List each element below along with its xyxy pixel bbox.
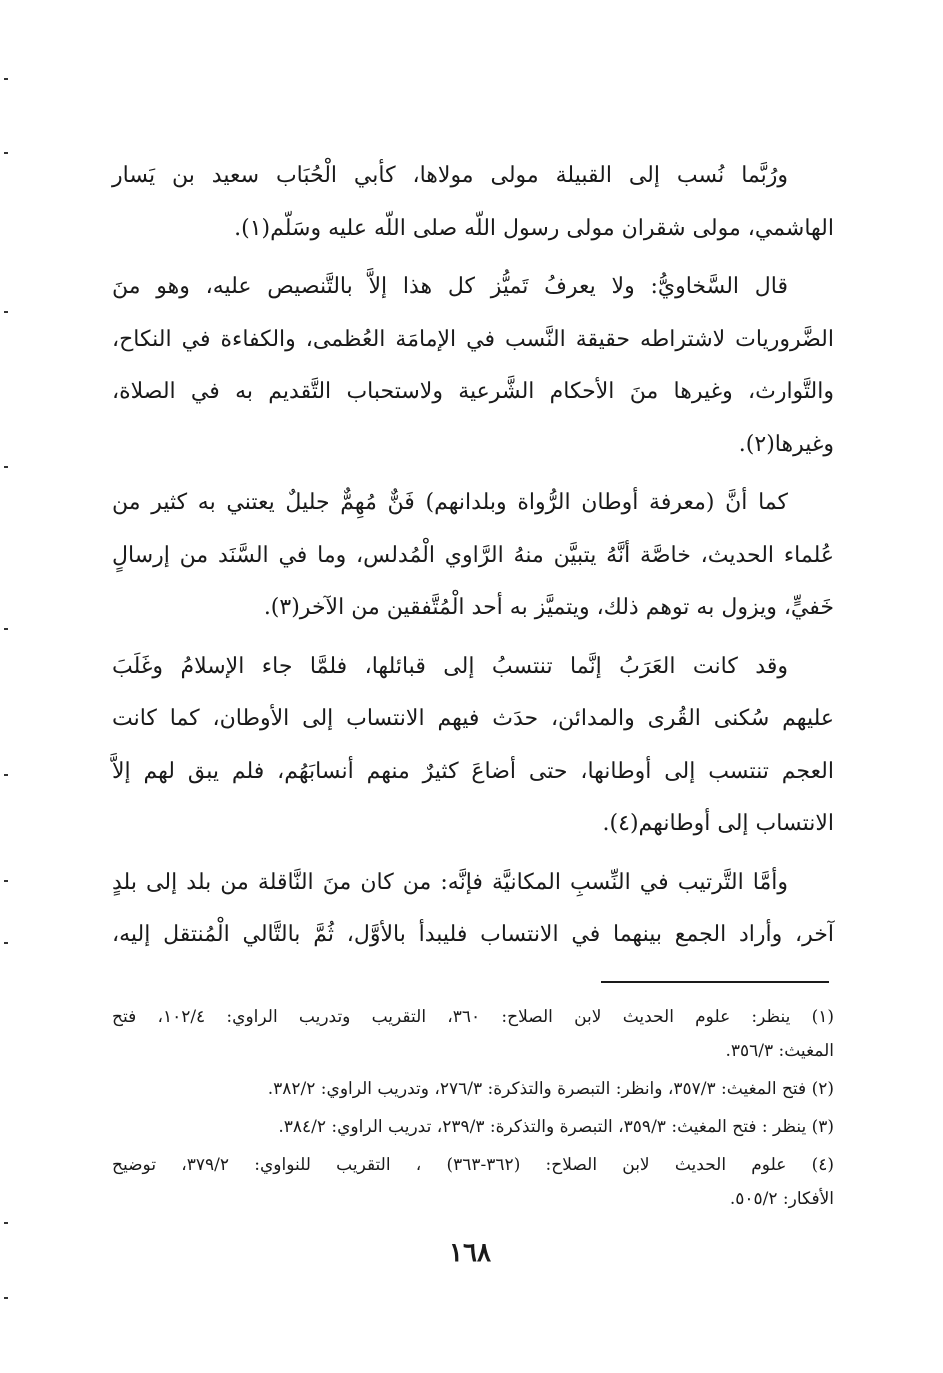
text-line: آخر، وأراد الجمع بينهما في الانتساب فليبدأ بالأوَّل، ثُمَّ بالتَّالي الْمُنتقل إليه، <box>112 922 834 947</box>
footnote <box>112 1072 834 1106</box>
footnote <box>112 1000 834 1068</box>
footnote-line: (٤) علوم الحديث لابن الصلاح: (٣٦٢-٣٦٣) ، التقريب للنواوي: ٣٧٩/٢، توضيح <box>112 1155 834 1175</box>
scan-edge-mark <box>4 78 8 80</box>
scan-edge-mark <box>4 311 8 313</box>
text-line: خَفيٍّ، ويزول به توهم ذلك، ويتميَّز به أحد الْمُتَّفقين من الآخر(٣). <box>263 595 834 620</box>
text-line: العجم تنتسب إلى أوطانها، حتى أضاعَ كثيرٌ منهم أنسابَهُم، فلم يبق لهم إلاَّ <box>112 758 834 784</box>
main-text <box>112 150 834 968</box>
scan-edge-mark <box>4 466 8 468</box>
scan-edge-mark <box>4 152 8 154</box>
footnote-line: (٢) فتح المغيث: ٣٥٧/٣، وانظر: التبصرة والتذكرة: ٢٧٦/٣، وتدريب الراوي: ٣٨٢/٢. <box>267 1079 834 1099</box>
text-line: الانتساب إلى أوطانهم(٤). <box>602 811 834 836</box>
paragraph <box>112 477 834 635</box>
paragraph <box>112 641 834 851</box>
scan-edge-mark <box>4 1297 8 1299</box>
footnote-line: (٣) ينظر : فتح المغيث: ٣٥٩/٣، التبصرة والتذكرة: ٢٣٩/٣، تدريب الراوي: ٣٨٤/٢. <box>278 1117 834 1137</box>
text-line: وأمَّا التَّرتيب في النِّسبِ المكانيَّة فإنَّه: من كان منَ النَّاقلة من بلد إلى بلدٍ <box>112 869 788 895</box>
footnote-line: المغيث: ٣٥٦/٣. <box>725 1041 834 1061</box>
paragraph <box>112 261 834 471</box>
text-line: الهاشمي، مولى شقران مولى رسول اللّه صلى اللّه عليه وسَلّم(١). <box>234 215 834 241</box>
text-line: عُلماء الحديث، خاصَّة أنَّهُ يتبيَّن منهُ الرَّاوي الْمُدلس، وما في السَّنَد من إرسالٍ <box>112 542 834 568</box>
page-number: ١٦٨ <box>449 1238 491 1268</box>
text-line: عليهم سُكنى القُرى والمدائن، حدَث فيهم الانتساب إلى الأوطان، كما كانت <box>112 706 834 731</box>
scan-edge-mark <box>4 942 8 944</box>
footnote-line: (١) ينظر: علوم الحديث لابن الصلاح: ٣٦٠، التقريب وتدريب الراوي: ١٠٢/٤، فتح <box>112 1007 834 1027</box>
text-line: ورُبَّما نُسب إلى القبيلة مولى مولاها، كأبي الْحُبَاب سعيد بن يَسار <box>112 163 788 188</box>
text-line: قال السَّخاويُّ: ولا يعرفُ تَميُّز كل هذا إلاَّ بالتَّنصيص عليه، وهو منَ <box>112 274 788 299</box>
text-line: الضَّروريات لاشتراطه حقيقة النَّسب في الإمامَة العُظمى، والكفاءة في النكاح، <box>112 326 834 352</box>
paragraph <box>112 150 834 255</box>
scan-edge-mark <box>4 880 8 882</box>
footnote <box>112 1148 834 1216</box>
footnotes <box>112 1000 834 1220</box>
text-line: والتَّوارث، وغيرها منَ الأحكام الشَّرعية ولاستحباب التَّقديم به في الصلاة، <box>112 379 834 404</box>
footnote-line: الأفكار: ٥٠٥/٢. <box>729 1189 834 1209</box>
scan-edge-mark <box>4 774 8 776</box>
scan-edge-mark <box>4 628 8 630</box>
scan-edge-mark <box>4 1222 8 1224</box>
text-line: وقد كانت العَرَبُ إنَّما تنتسبُ إلى قبائلها، فلمَّا جاء الإسلامُ وغَلَبَ <box>112 653 788 679</box>
text-line: وغيرها(٢). <box>738 431 834 457</box>
paragraph <box>112 857 834 962</box>
footnote-separator <box>601 981 829 983</box>
footnote <box>112 1110 834 1144</box>
text-line: كما أنَّ (معرفة أوطان الرُّواة وبلدانهم) فَنٌّ مُهِمٌّ جليلٌ يعتني به كثير من <box>112 490 788 515</box>
